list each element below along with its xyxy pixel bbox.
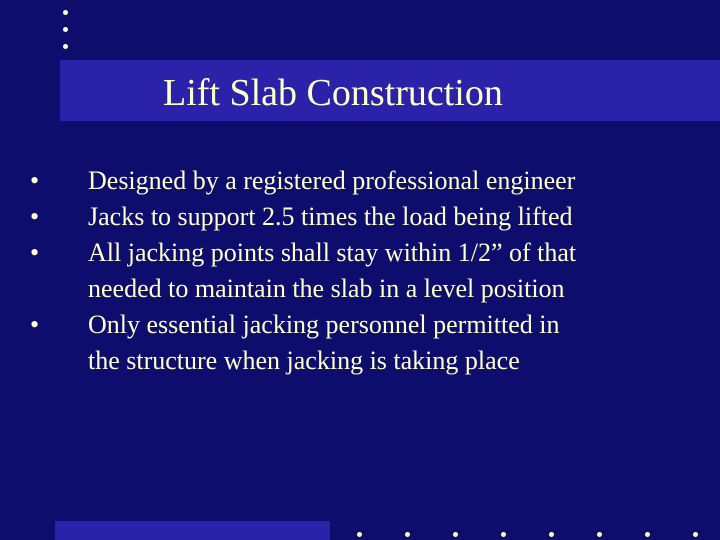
bullet-dot-icon: • xyxy=(30,202,40,231)
slide-title: Lift Slab Construction xyxy=(163,72,503,114)
bullet-text-line: the structure when jacking is taking place xyxy=(88,346,520,375)
decor-dot xyxy=(549,532,554,537)
decor-dot xyxy=(357,532,362,537)
bullet-item xyxy=(30,199,710,235)
decor-dot xyxy=(597,532,602,537)
bottom-band xyxy=(55,521,330,540)
bullet-item xyxy=(30,235,710,307)
decor-dot xyxy=(63,27,68,32)
decor-dot xyxy=(63,10,68,15)
bullet-item xyxy=(30,307,710,379)
decor-dot xyxy=(453,532,458,537)
decor-dot xyxy=(405,532,410,537)
bullet-text-line: Only essential jacking personnel permitted in xyxy=(88,310,560,339)
decor-dot xyxy=(645,532,650,537)
decor-dot xyxy=(63,44,68,49)
bullet-dot-icon: • xyxy=(30,310,40,339)
decor-dot xyxy=(501,532,506,537)
bullet-dot-icon: • xyxy=(30,238,40,267)
bullet-text-line: Jacks to support 2.5 times the load being lifted xyxy=(88,202,573,231)
bullet-text-line: All jacking points shall stay within 1/2” of that xyxy=(88,238,577,267)
bullet-item xyxy=(30,163,710,199)
bullet-text-line: needed to maintain the slab in a level position xyxy=(88,274,565,303)
bullet-dot-icon: • xyxy=(30,166,40,195)
bullet-text-line: Designed by a registered professional engineer xyxy=(88,166,576,195)
decor-dot xyxy=(693,532,698,537)
bullet-list xyxy=(30,163,710,379)
